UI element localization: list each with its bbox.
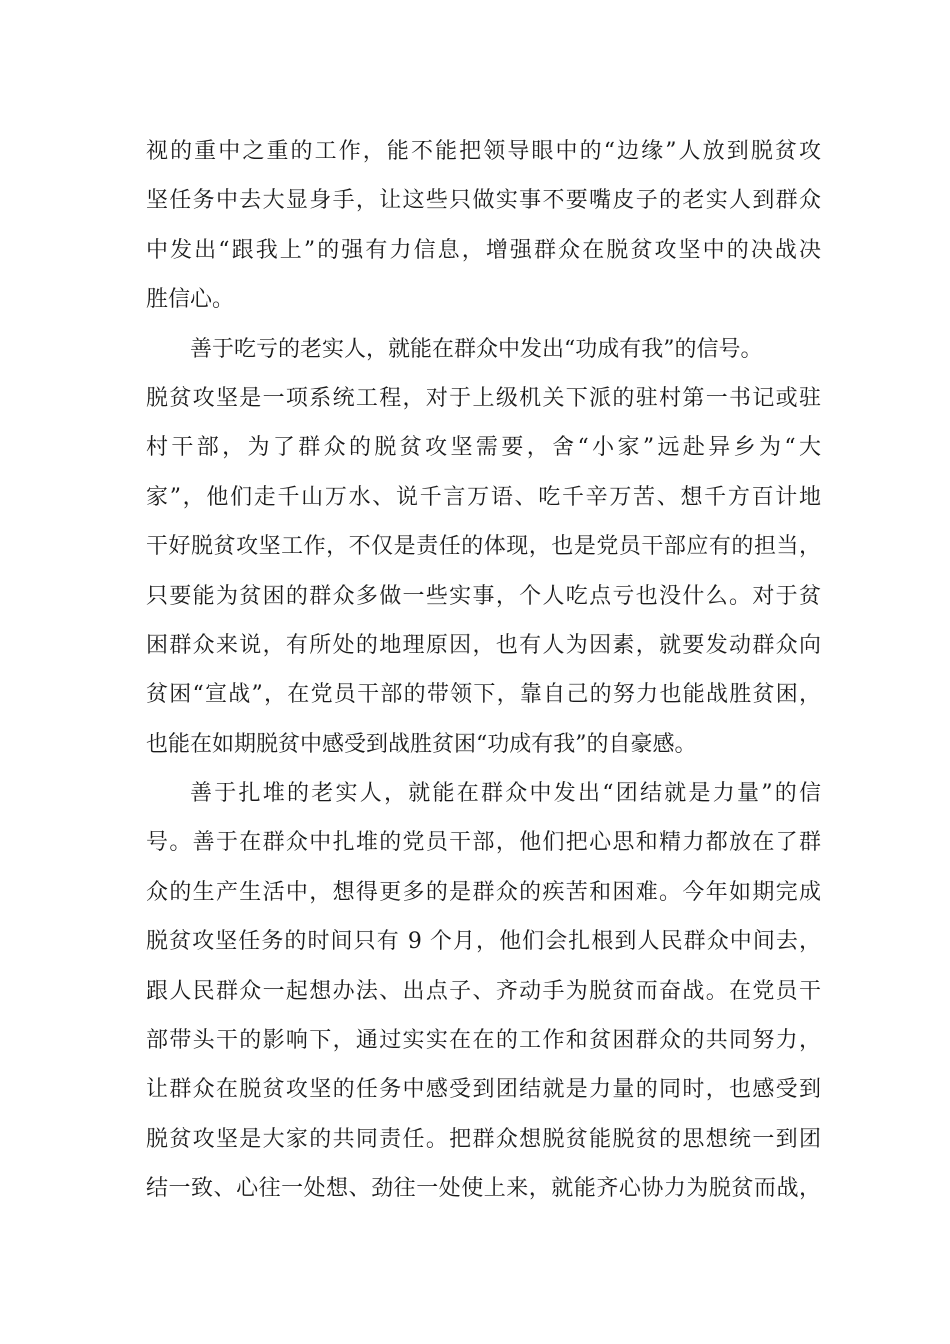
text-line: 贫困“宣战”，在党员干部的带领下，靠自己的努力也能战胜贫困， [146,682,821,708]
text-line: 困群众来说，有所处的地理原因，也有人为因素，就要发动群众向 [146,632,821,658]
text-line: 号。善于在群众中扎堆的党员干部，他们把心思和精力都放在了群 [146,830,821,856]
text-line: 坚任务中去大显身手，让这些只做实事不要嘴皮子的老实人到群众 [146,188,821,214]
text-line: 视的重中之重的工作，能不能把领导眼中的“边缘”人放到脱贫攻 [146,139,821,164]
text-line: 只要能为贫困的群众多做一些实事，个人吃点亏也没什么。对于贫 [146,583,821,609]
text-line: 干好脱贫攻坚工作，不仅是责任的体现，也是党员干部应有的担当， [146,534,821,560]
text-line: 中发出“跟我上”的强有力信息，增强群众在脱贫攻坚中的决战决 [146,237,821,263]
text-line: 众的生产生活中，想得更多的是群众的疾苦和困难。今年如期完成 [146,879,821,905]
paragraph-first-line: 善于扎堆的老实人，就能在群众中发出“团结就是力量”的信 [190,781,821,807]
document-body [146,127,821,1214]
text-line: 脱贫攻坚任务的时间只有 9 个月，他们会扎根到人民群众中间去， [146,929,821,955]
text-line: 家”，他们走千山万水、说千言万语、吃千辛万苦、想千方百计地 [146,484,821,510]
text-line: 让群众在脱贫攻坚的任务中感受到团结就是力量的同时，也感受到 [146,1077,821,1103]
text-line: 胜信心。 [146,287,235,313]
text-line: 脱贫攻坚是一项系统工程，对于上级机关下派的驻村第一书记或驻 [146,385,821,411]
text-line: 跟人民群众一起想办法、出点子、齐动手为脱贫而奋战。在党员干 [146,978,821,1004]
text-line: 脱贫攻坚是大家的共同责任。把群众想脱贫能脱贫的思想统一到团 [146,1126,821,1152]
text-line: 村干部，为了群众的脱贫攻坚需要，舍“小家”远赴异乡为“大 [146,435,821,461]
text-line: 部带头干的影响下，通过实实在在的工作和贫困群众的共同努力， [146,1028,821,1054]
text-line: 结一致、心往一处想、劲往一处使上来，就能齐心协力为脱贫而战， [146,1176,821,1202]
text-line: 也能在如期脱贫中感受到战胜贫困“功成有我”的自豪感。 [146,731,697,757]
paragraph-first-line: 善于吃亏的老实人，就能在群众中发出“功成有我”的信号。 [190,336,763,362]
